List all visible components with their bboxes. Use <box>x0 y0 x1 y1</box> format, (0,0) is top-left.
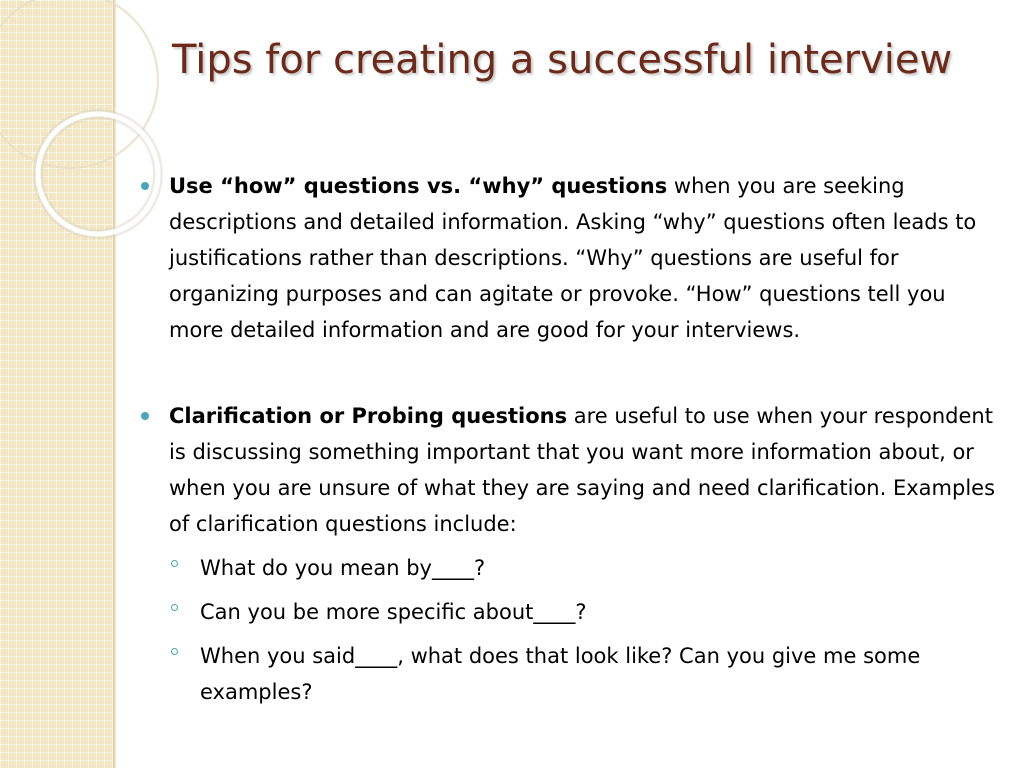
bullet-text: when you are seeking descriptions and detailed information. Asking “why” questions often leads to justifications rather than descriptions. “Why” questions are useful for organizing purposes and can agitate or provoke. “How” questions tell you more detailed information and are good for your interviews. <box>169 174 977 342</box>
bullet-bold-text: Use “how” questions vs. “why” questions <box>169 174 668 198</box>
bullet-bold-text: Clarification or Probing questions <box>169 404 568 428</box>
sub-bullet-text: When you said____, what does that look like? Can you give me some examples? <box>200 644 921 704</box>
side-strip-edge <box>113 0 116 768</box>
hollow-circle-icon <box>171 604 178 611</box>
hollow-circle-icon <box>171 560 178 567</box>
slide-content <box>140 168 1000 718</box>
bullet-clarification-questions <box>140 398 1000 542</box>
side-decorative-strip <box>0 0 113 768</box>
sub-bullet-text: Can you be more specific about____? <box>200 600 587 624</box>
bullet-how-vs-why <box>140 168 1000 348</box>
sub-bullet <box>140 638 1000 710</box>
sub-bullet <box>140 594 1000 630</box>
bullet-dot-icon <box>141 182 149 190</box>
bullet-text: are useful to use when your respondent is discussing something important that you want more information about, or when you are unsure of what they are saying and need clarification. Examples of clarification questions include: <box>169 404 996 536</box>
clarification-examples-list <box>140 550 1000 710</box>
slide-title: Tips for creating a successful interview <box>172 37 953 83</box>
hollow-circle-icon <box>171 648 178 655</box>
sub-bullet <box>140 550 1000 586</box>
sub-bullet-text: What do you mean by____? <box>200 556 486 580</box>
bullet-dot-icon <box>141 412 149 420</box>
